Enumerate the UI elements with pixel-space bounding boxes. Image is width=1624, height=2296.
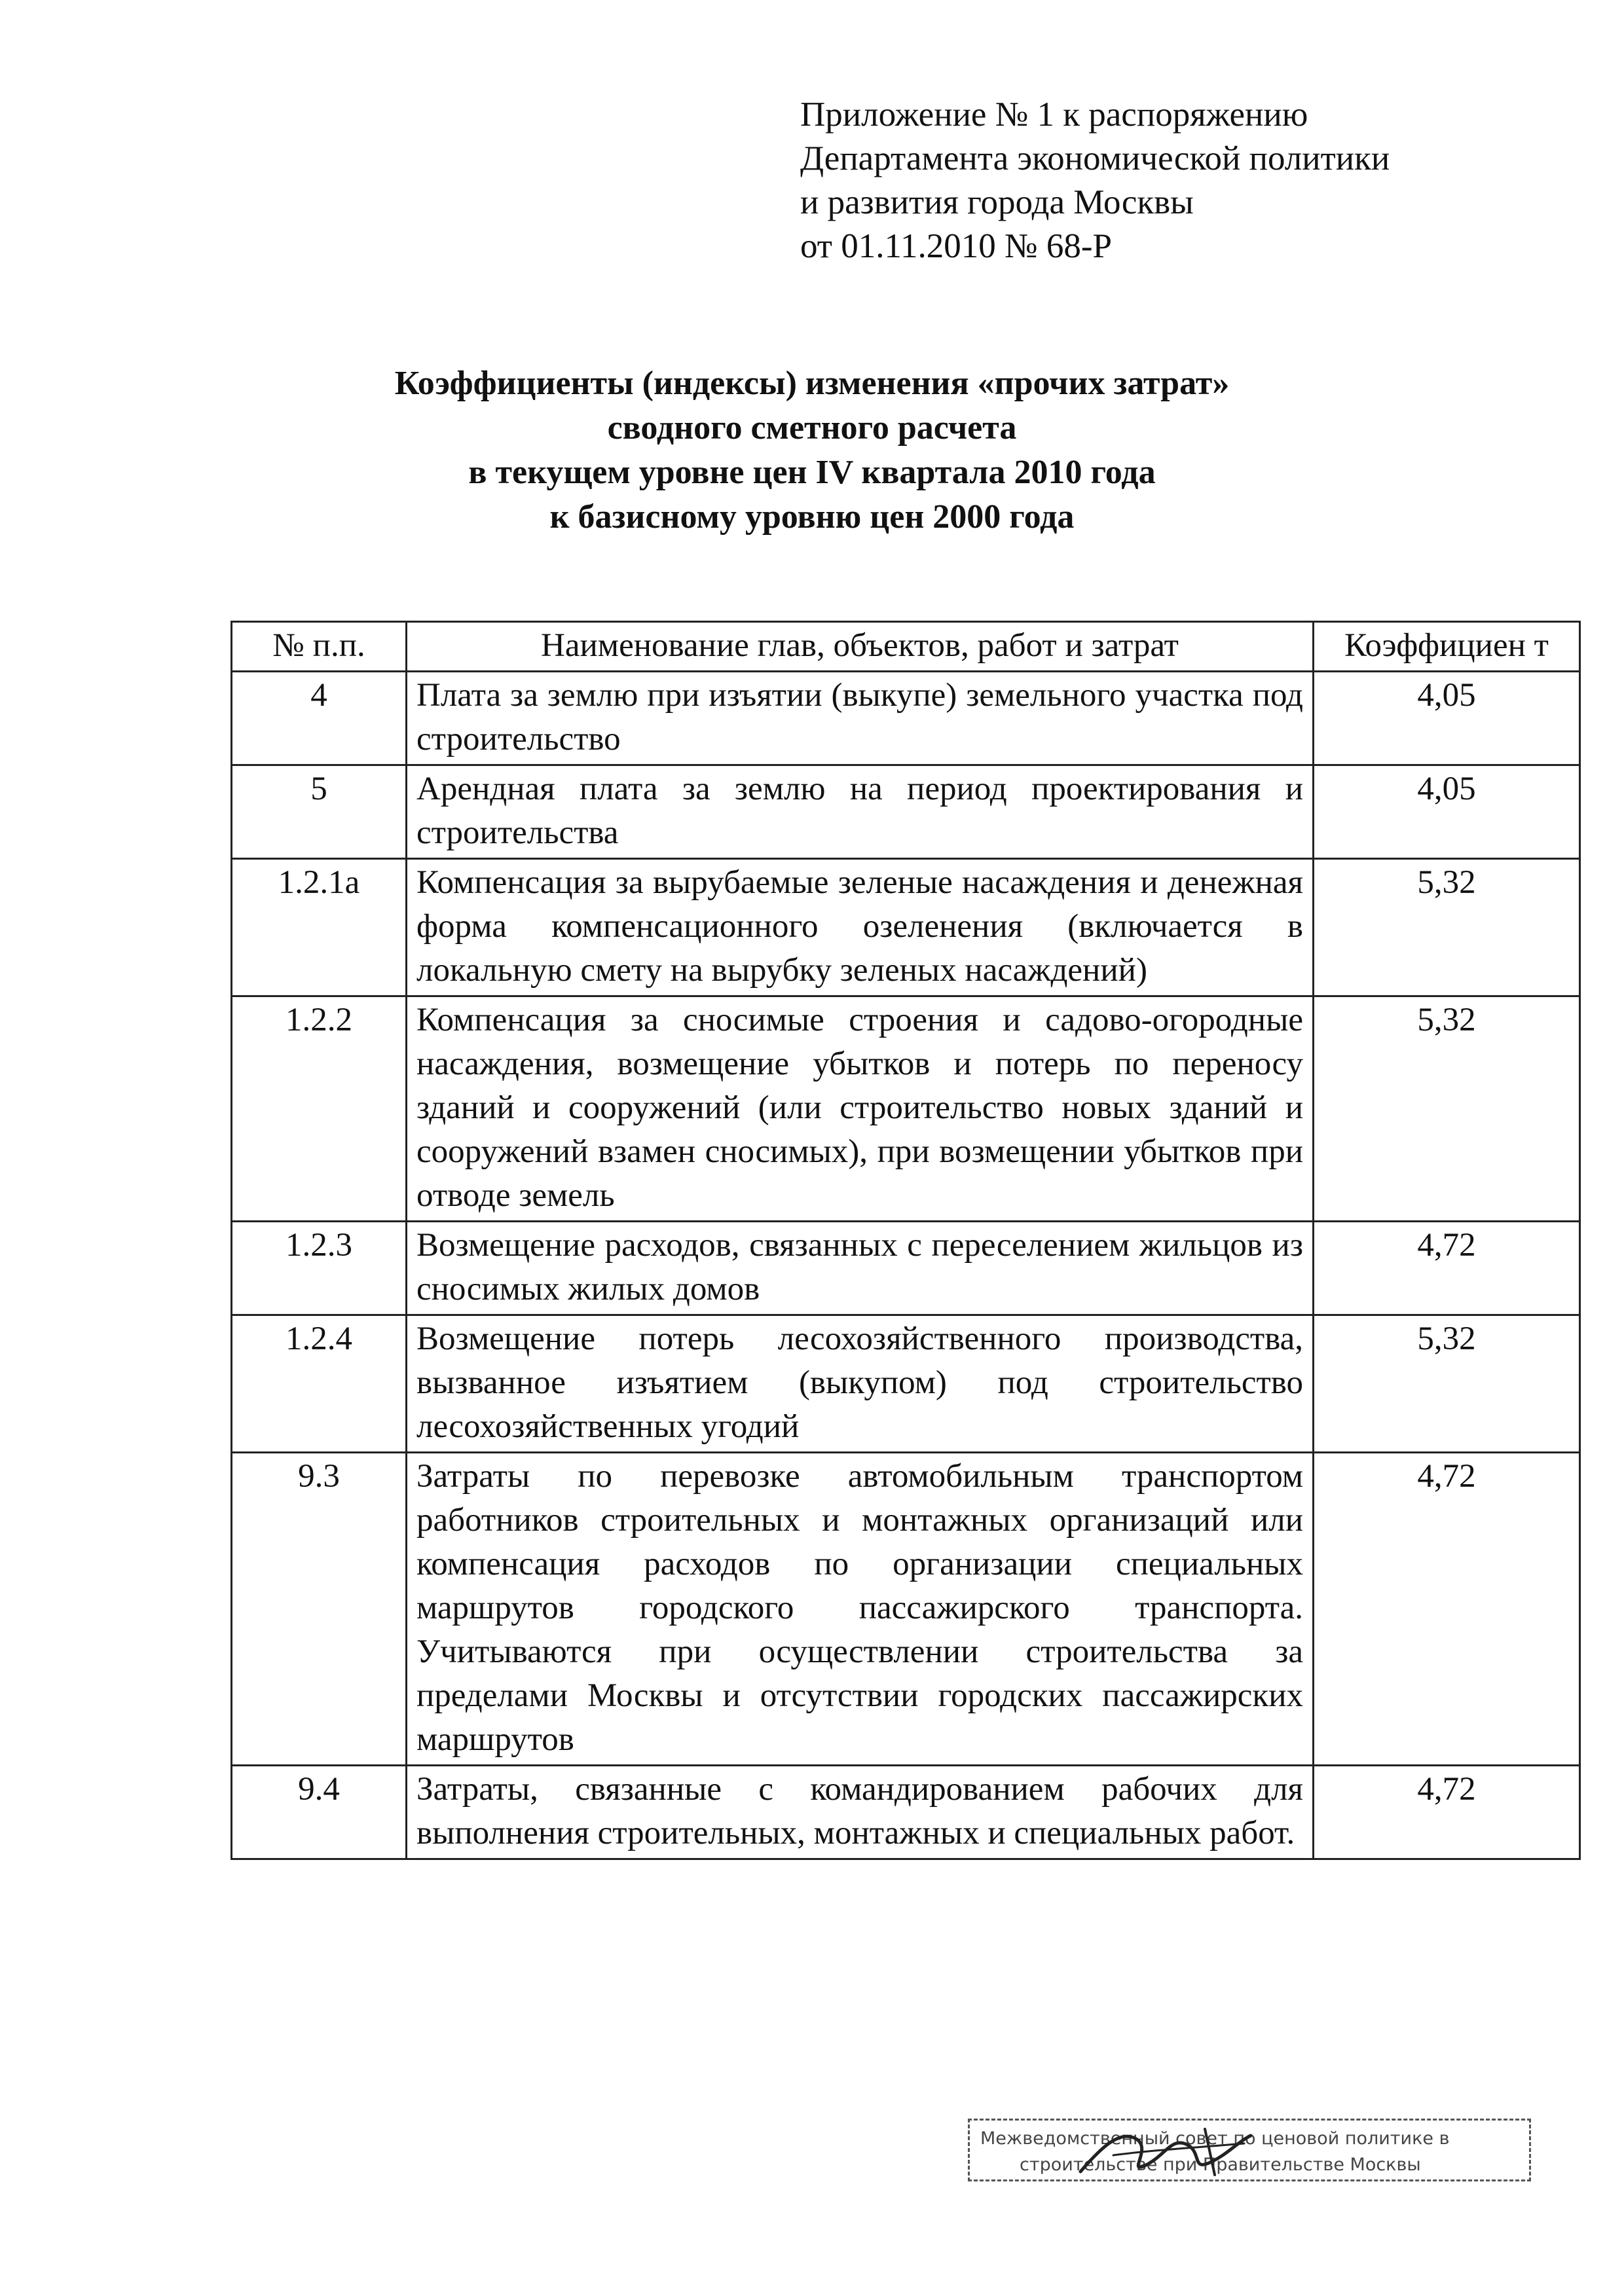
row-number: 1.2.4 <box>232 1315 407 1453</box>
row-coefficient: 4,72 <box>1314 1766 1580 1859</box>
stamp-line: строительстве при Правительстве Москвы <box>1020 2155 1421 2175</box>
row-name: Возмещение расходов, связанных с переселением жильцов из сносимых жилых домов <box>407 1222 1314 1315</box>
row-coefficient: 4,72 <box>1314 1453 1580 1766</box>
row-name: Затраты, связанные с командированием рабочих для выполнения строительных, монтажных и специальных работ. <box>407 1766 1314 1859</box>
row-coefficient: 5,32 <box>1314 996 1580 1222</box>
row-number: 1.2.3 <box>232 1222 407 1315</box>
header-number: № п.п. <box>232 622 407 672</box>
row-name: Плата за землю при изъятии (выкупе) земельного участка под строительство <box>407 672 1314 765</box>
attachment-header <box>800 93 1390 268</box>
row-name: Компенсация за вырубаемые зеленые насаждения и денежная форма компенсационного озеленения (включается в локальную смету на вырубку зеленых насаждений) <box>407 859 1314 996</box>
table-row <box>232 1766 1580 1859</box>
header-name: Наименование глав, объектов, работ и затрат <box>407 622 1314 672</box>
table-row <box>232 996 1580 1222</box>
row-number: 1.2.2 <box>232 996 407 1222</box>
table-row <box>232 672 1580 765</box>
document-title <box>0 361 1624 539</box>
table-row <box>232 859 1580 996</box>
table-row <box>232 1222 1580 1315</box>
row-number: 4 <box>232 672 407 765</box>
title-line: Коэффициенты (индексы) изменения «прочих затрат» <box>394 365 1230 402</box>
row-coefficient: 4,05 <box>1314 672 1580 765</box>
attachment-line: от 01.11.2010 № 68-Р <box>800 227 1112 265</box>
row-coefficient: 5,32 <box>1314 859 1580 996</box>
row-coefficient: 4,72 <box>1314 1222 1580 1315</box>
title-line: сводного сметного расчета <box>607 409 1017 446</box>
title-line: к базисному уровню цен 2000 года <box>549 498 1075 536</box>
row-number: 5 <box>232 765 407 859</box>
row-coefficient: 5,32 <box>1314 1315 1580 1453</box>
row-coefficient: 4,05 <box>1314 765 1580 859</box>
row-number: 9.4 <box>232 1766 407 1859</box>
attachment-line: Департамента экономической политики <box>800 139 1390 177</box>
row-name: Затраты по перевозке автомобильным транспортом работников строительных и монтажных организаций или компенсация расходов по организации специальных маршрутов городского пассажирского транспорта. Учитываются при осуществлении строительства за пределами Москвы и отсутствии городских пассажирских маршрутов <box>407 1453 1314 1766</box>
header-coefficient: Коэффициен т <box>1314 622 1580 672</box>
table-row <box>232 1453 1580 1766</box>
row-number: 9.3 <box>232 1453 407 1766</box>
stamp-line: Межведомственный совет по ценовой политике в <box>980 2128 1450 2149</box>
coefficients-table <box>231 621 1581 1860</box>
handwritten-signature <box>1074 2109 1270 2188</box>
table-row <box>232 1315 1580 1453</box>
row-name: Компенсация за сносимые строения и садово-огородные насаждения, возмещение убытков и потерь по переносу зданий и сооружений (или строительство новых зданий и сооружений взамен сносимых), при возмещении убытков при отводе земель <box>407 996 1314 1222</box>
row-name: Арендная плата за землю на период проектирования и строительства <box>407 765 1314 859</box>
title-line: в текущем уровне цен IV квартала 2010 года <box>468 454 1156 491</box>
table-header-row <box>232 622 1580 672</box>
attachment-line: и развития города Москвы <box>800 183 1194 221</box>
table-row <box>232 765 1580 859</box>
row-name: Возмещение потерь лесохозяйственного производства, вызванное изъятием (выкупом) под строительство лесохозяйственных угодий <box>407 1315 1314 1453</box>
attachment-line: Приложение № 1 к распоряжению <box>800 96 1308 134</box>
row-number: 1.2.1а <box>232 859 407 996</box>
